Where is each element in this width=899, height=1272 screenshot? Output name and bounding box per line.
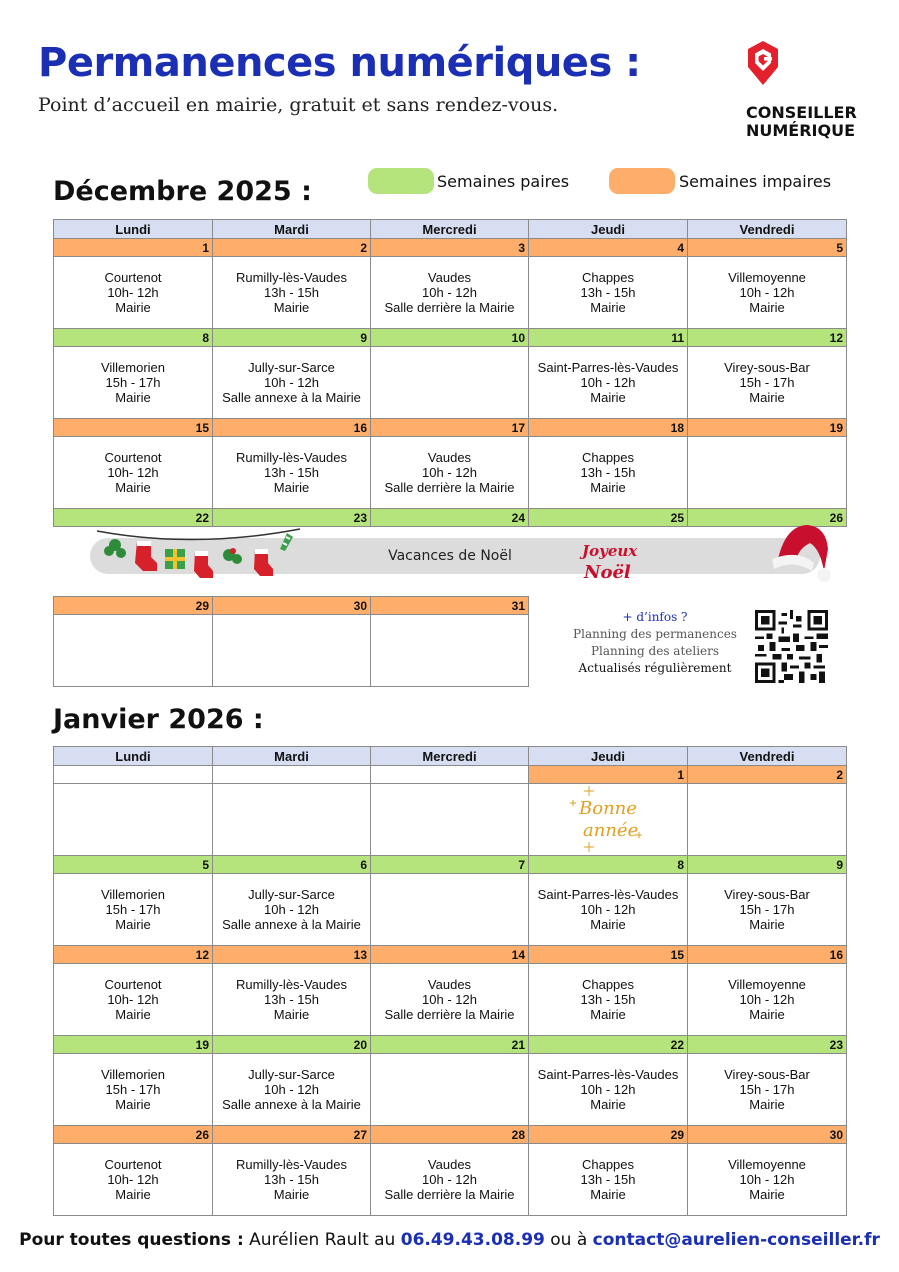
commune-name: Villemorien bbox=[100, 360, 166, 375]
day-number: 20 bbox=[213, 1036, 371, 1054]
info-updated: Actualisés régulièrement bbox=[578, 661, 732, 675]
commune-name: Villemoyenne bbox=[728, 270, 806, 285]
week-body-row bbox=[54, 784, 847, 856]
commune-name: Courtenot bbox=[104, 1157, 162, 1172]
commune-name: Vaudes bbox=[427, 270, 472, 285]
week-body-row bbox=[54, 437, 847, 509]
location: Mairie bbox=[115, 917, 151, 932]
time-slot: 10h- 12h bbox=[107, 285, 159, 300]
commune-name: Rumilly-lès-Vaudes bbox=[235, 270, 347, 285]
week-numbers-row bbox=[54, 419, 847, 437]
time-slot: 15h - 17h bbox=[105, 375, 161, 390]
day-cell bbox=[54, 1054, 213, 1126]
day-cell bbox=[688, 1054, 847, 1126]
day-cell bbox=[371, 1054, 529, 1126]
week-body-row bbox=[54, 257, 847, 329]
day-number: 26 bbox=[54, 1126, 213, 1144]
day-cell bbox=[529, 437, 688, 509]
day-cell bbox=[688, 874, 847, 946]
january-calendar bbox=[53, 746, 847, 1216]
day-cell bbox=[529, 1054, 688, 1126]
day-cell bbox=[688, 437, 847, 509]
january-week-5 bbox=[54, 1126, 847, 1216]
day-number: 22 bbox=[529, 1036, 688, 1054]
footer-middle: Aurélien Rault au bbox=[243, 1230, 401, 1250]
weekday-mercredi: Mercredi bbox=[371, 220, 529, 239]
january-week-1 bbox=[54, 766, 847, 856]
time-slot: 10h- 12h bbox=[107, 1172, 159, 1187]
day-cell bbox=[371, 874, 529, 946]
week-numbers-row bbox=[54, 1036, 847, 1054]
footer-connector: ou à bbox=[544, 1230, 593, 1250]
day-cell bbox=[371, 347, 529, 419]
time-slot: 10h - 12h bbox=[422, 1172, 477, 1187]
day-cell bbox=[371, 1144, 529, 1216]
info-planning-ateliers[interactable]: Planning des ateliers bbox=[590, 644, 720, 658]
day-cell bbox=[54, 784, 213, 856]
day-cell bbox=[371, 437, 529, 509]
location: Mairie bbox=[749, 917, 785, 932]
day-number: 29 bbox=[529, 1126, 688, 1144]
location: Mairie bbox=[590, 1187, 626, 1202]
time-slot: 13h - 15h bbox=[264, 285, 319, 300]
day-cell bbox=[213, 1054, 371, 1126]
time-slot: 10h- 12h bbox=[107, 465, 159, 480]
day-cell bbox=[213, 257, 371, 329]
time-slot: 10h- 12h bbox=[107, 992, 159, 1007]
day-number bbox=[54, 766, 213, 784]
location: Mairie bbox=[115, 1187, 151, 1202]
day-number: 1 bbox=[529, 766, 688, 784]
day-cell bbox=[529, 874, 688, 946]
commune-name: Saint-Parres-lès-Vaudes bbox=[537, 360, 679, 375]
commune-name: Villemorien bbox=[100, 887, 166, 902]
location: Salle annexe à la Mairie bbox=[222, 1097, 361, 1112]
time-slot: 10h - 12h bbox=[580, 375, 636, 390]
day-number: 30 bbox=[688, 1126, 847, 1144]
time-slot: 15h - 17h bbox=[739, 1082, 795, 1097]
december-week-2 bbox=[54, 329, 847, 419]
joyeux-noel-word-1: Joyeux bbox=[582, 542, 638, 560]
week-numbers-row bbox=[54, 856, 847, 874]
info-more: + d’infos ? bbox=[622, 610, 688, 624]
time-slot: 10h - 12h bbox=[739, 992, 795, 1007]
location: Salle derrière la Mairie bbox=[384, 1007, 515, 1022]
day-cell bbox=[54, 615, 213, 687]
week-body-row bbox=[54, 347, 847, 419]
commune-name: Villemoyenne bbox=[728, 1157, 806, 1172]
week-numbers-row bbox=[54, 946, 847, 964]
day-number: 19 bbox=[54, 1036, 213, 1054]
location: Salle derrière la Mairie bbox=[384, 480, 515, 495]
day-number: 13 bbox=[213, 946, 371, 964]
day-number: 12 bbox=[688, 329, 847, 347]
holiday-label: Vacances de Noël bbox=[388, 548, 512, 564]
day-number: 6 bbox=[213, 856, 371, 874]
day-number: 9 bbox=[688, 856, 847, 874]
day-number: 5 bbox=[54, 856, 213, 874]
time-slot: 10h - 12h bbox=[264, 1082, 319, 1097]
day-cell bbox=[529, 257, 688, 329]
day-cell bbox=[54, 1144, 213, 1216]
commune-name: Jully-sur-Sarce bbox=[248, 1067, 335, 1082]
location: Mairie bbox=[115, 1007, 151, 1022]
commune-name: Villemorien bbox=[100, 1067, 166, 1082]
location: Mairie bbox=[273, 1007, 310, 1022]
day-number: 10 bbox=[371, 329, 529, 347]
weekday-vendredi: Vendredi bbox=[688, 220, 847, 239]
bonne-annee-word-1: Bonne bbox=[579, 798, 637, 819]
day-cell bbox=[213, 1144, 371, 1216]
week-body-row bbox=[54, 874, 847, 946]
garland-icon bbox=[95, 523, 305, 583]
day-number: 26 bbox=[688, 509, 847, 527]
commune-name: Chappes bbox=[581, 450, 635, 465]
day-number: 31 bbox=[371, 597, 529, 615]
day-cell bbox=[529, 1144, 688, 1216]
day-cell bbox=[371, 257, 529, 329]
day-number: 1 bbox=[54, 239, 213, 257]
day-number: 7 bbox=[371, 856, 529, 874]
day-cell bbox=[54, 257, 213, 329]
day-number: 12 bbox=[54, 946, 213, 964]
day-cell bbox=[688, 964, 847, 1036]
commune-name: Courtenot bbox=[104, 450, 162, 465]
january-week-3 bbox=[54, 946, 847, 1036]
location: Mairie bbox=[115, 300, 151, 315]
day-number bbox=[213, 766, 371, 784]
january-title: Janvier 2026 : bbox=[53, 704, 264, 735]
footer-phone[interactable]: 06.49.43.08.99 bbox=[400, 1230, 545, 1250]
week-body-row bbox=[54, 1144, 847, 1216]
day-cell bbox=[54, 347, 213, 419]
day-cell bbox=[213, 615, 371, 687]
commune-name: Villemoyenne bbox=[728, 977, 806, 992]
day-number: 28 bbox=[371, 1126, 529, 1144]
day-number: 8 bbox=[529, 856, 688, 874]
time-slot: 13h - 15h bbox=[580, 465, 636, 480]
location: Mairie bbox=[115, 1097, 151, 1112]
day-number: 14 bbox=[371, 946, 529, 964]
commune-name: Chappes bbox=[581, 977, 635, 992]
day-cell bbox=[213, 964, 371, 1036]
time-slot: 10h - 12h bbox=[422, 465, 477, 480]
week-numbers-row bbox=[54, 1126, 847, 1144]
commune-name: Saint-Parres-lès-Vaudes bbox=[537, 1067, 679, 1082]
day-cell bbox=[688, 784, 847, 856]
time-slot: 10h - 12h bbox=[422, 992, 477, 1007]
day-number: 19 bbox=[688, 419, 847, 437]
location: Mairie bbox=[749, 1097, 785, 1112]
day-number: 29 bbox=[54, 597, 213, 615]
day-number bbox=[371, 766, 529, 784]
weekday-lundi: Lundi bbox=[54, 220, 213, 239]
week-numbers-row bbox=[54, 766, 847, 784]
location: Mairie bbox=[115, 390, 151, 405]
week-numbers-row bbox=[54, 239, 847, 257]
legend-even-swatch bbox=[368, 168, 434, 194]
day-number: 27 bbox=[213, 1126, 371, 1144]
day-number: 24 bbox=[371, 509, 529, 527]
december-week-1 bbox=[54, 239, 847, 329]
location: Mairie bbox=[749, 1007, 785, 1022]
day-cell bbox=[54, 874, 213, 946]
weekday-lundi: Lundi bbox=[54, 747, 213, 766]
location: Mairie bbox=[590, 1097, 626, 1112]
location: Mairie bbox=[273, 300, 310, 315]
weekday-mardi: Mardi bbox=[213, 220, 371, 239]
december-week-3 bbox=[54, 419, 847, 509]
weekday-jeudi: Jeudi bbox=[529, 220, 688, 239]
location: Mairie bbox=[273, 1187, 310, 1202]
day-cell bbox=[529, 964, 688, 1036]
january-week-4 bbox=[54, 1036, 847, 1126]
commune-name: Virey-sous-Bar bbox=[724, 887, 810, 902]
day-number: 16 bbox=[213, 419, 371, 437]
day-cell bbox=[213, 874, 371, 946]
commune-name: Rumilly-lès-Vaudes bbox=[235, 1157, 347, 1172]
day-cell bbox=[529, 347, 688, 419]
time-slot: 10h - 12h bbox=[739, 1172, 795, 1187]
day-cell bbox=[213, 437, 371, 509]
bonne-annee-word-2: année bbox=[583, 820, 639, 841]
commune-name: Vaudes bbox=[427, 977, 472, 992]
santa-hat-icon bbox=[768, 519, 834, 585]
location: Salle derrière la Mairie bbox=[384, 1187, 515, 1202]
commune-name: Virey-sous-Bar bbox=[724, 1067, 810, 1082]
footer bbox=[0, 1230, 899, 1250]
info-box bbox=[560, 609, 750, 677]
location: Mairie bbox=[590, 1007, 626, 1022]
commune-name: Jully-sur-Sarce bbox=[248, 887, 335, 902]
commune-name: Vaudes bbox=[427, 1157, 472, 1172]
day-number: 11 bbox=[529, 329, 688, 347]
day-cell bbox=[688, 257, 847, 329]
day-number: 16 bbox=[688, 946, 847, 964]
day-number: 2 bbox=[688, 766, 847, 784]
time-slot: 13h - 15h bbox=[264, 465, 319, 480]
time-slot: 10h - 12h bbox=[422, 285, 477, 300]
time-slot: 15h - 17h bbox=[739, 902, 795, 917]
commune-name: Jully-sur-Sarce bbox=[248, 360, 335, 375]
day-cell bbox=[371, 615, 529, 687]
day-cell bbox=[54, 964, 213, 1036]
january-week-2 bbox=[54, 856, 847, 946]
legend-odd-label: Semaines impaires bbox=[679, 172, 832, 191]
time-slot: 15h - 17h bbox=[105, 902, 161, 917]
day-number: 17 bbox=[371, 419, 529, 437]
location: Mairie bbox=[749, 390, 785, 405]
location: Mairie bbox=[115, 480, 151, 495]
location: Mairie bbox=[273, 480, 310, 495]
time-slot: 13h - 15h bbox=[580, 992, 636, 1007]
day-number: 23 bbox=[213, 509, 371, 527]
conseiller-numerique-logo-icon bbox=[746, 40, 780, 86]
time-slot: 10h - 12h bbox=[264, 375, 319, 390]
legend-odd-swatch bbox=[609, 168, 675, 194]
time-slot: 13h - 15h bbox=[264, 992, 319, 1007]
commune-name: Rumilly-lès-Vaudes bbox=[235, 977, 347, 992]
commune-name: Courtenot bbox=[104, 270, 162, 285]
commune-name: Virey-sous-Bar bbox=[724, 360, 810, 375]
location: Mairie bbox=[590, 917, 626, 932]
logo-line1: CONSEILLER bbox=[746, 103, 857, 122]
day-cell bbox=[213, 347, 371, 419]
day-number: 30 bbox=[213, 597, 371, 615]
commune-name: Saint-Parres-lès-Vaudes bbox=[537, 887, 679, 902]
day-number: 15 bbox=[529, 946, 688, 964]
page-subtitle: Point d’accueil en mairie, gratuit et sans rendez-vous. bbox=[38, 94, 559, 116]
page-title: Permanences numériques : bbox=[38, 40, 641, 86]
weekday-vendredi: Vendredi bbox=[688, 747, 847, 766]
location: Mairie bbox=[590, 390, 626, 405]
day-cell bbox=[371, 964, 529, 1036]
time-slot: 15h - 17h bbox=[739, 375, 795, 390]
location: Mairie bbox=[749, 300, 785, 315]
joyeux-noel-word-2: Noël bbox=[584, 562, 631, 583]
info-planning-permanences[interactable]: Planning des permanences bbox=[573, 627, 737, 641]
location: Salle annexe à la Mairie bbox=[222, 390, 361, 405]
bonne-annee bbox=[565, 786, 645, 852]
day-cell bbox=[213, 784, 371, 856]
commune-name: Rumilly-lès-Vaudes bbox=[235, 450, 347, 465]
day-number: 2 bbox=[213, 239, 371, 257]
day-number: 15 bbox=[54, 419, 213, 437]
day-number: 9 bbox=[213, 329, 371, 347]
day-cell bbox=[688, 1144, 847, 1216]
location: Mairie bbox=[590, 480, 626, 495]
commune-name: Vaudes bbox=[427, 450, 472, 465]
footer-email[interactable]: contact@aurelien-conseiller.fr bbox=[592, 1230, 880, 1250]
location: Mairie bbox=[590, 300, 626, 315]
time-slot: 10h - 12h bbox=[580, 1082, 636, 1097]
december-title: Décembre 2025 : bbox=[53, 176, 312, 207]
weekday-mercredi: Mercredi bbox=[371, 747, 529, 766]
day-number: 22 bbox=[54, 509, 213, 527]
day-number: 3 bbox=[371, 239, 529, 257]
qr-code-icon[interactable] bbox=[755, 610, 828, 683]
week-body-row bbox=[54, 1054, 847, 1126]
logo-line2: NUMÉRIQUE bbox=[746, 121, 856, 140]
commune-name: Chappes bbox=[581, 1157, 635, 1172]
legend-even-label: Semaines paires bbox=[437, 172, 570, 191]
day-cell bbox=[54, 437, 213, 509]
time-slot: 10h - 12h bbox=[264, 902, 319, 917]
time-slot: 10h - 12h bbox=[739, 285, 795, 300]
time-slot: 10h - 12h bbox=[580, 902, 636, 917]
day-number: 4 bbox=[529, 239, 688, 257]
week-numbers-row bbox=[54, 329, 847, 347]
weekday-jeudi: Jeudi bbox=[529, 747, 688, 766]
day-number: 23 bbox=[688, 1036, 847, 1054]
day-number: 5 bbox=[688, 239, 847, 257]
time-slot: 15h - 17h bbox=[105, 1082, 161, 1097]
week-body-row bbox=[54, 964, 847, 1036]
time-slot: 13h - 15h bbox=[264, 1172, 319, 1187]
conseiller-numerique-logo bbox=[740, 40, 870, 144]
location: Mairie bbox=[749, 1187, 785, 1202]
joyeux-noel bbox=[578, 536, 640, 584]
commune-name: Chappes bbox=[581, 270, 635, 285]
day-cell bbox=[371, 784, 529, 856]
time-slot: 13h - 15h bbox=[580, 285, 636, 300]
location: Salle derrière la Mairie bbox=[384, 300, 515, 315]
day-number: 8 bbox=[54, 329, 213, 347]
footer-prefix: Pour toutes questions : bbox=[19, 1230, 244, 1250]
commune-name: Courtenot bbox=[104, 977, 162, 992]
day-number: 18 bbox=[529, 419, 688, 437]
day-cell bbox=[688, 347, 847, 419]
location: Salle annexe à la Mairie bbox=[222, 917, 361, 932]
weekday-mardi: Mardi bbox=[213, 747, 371, 766]
day-number: 25 bbox=[529, 509, 688, 527]
day-number: 21 bbox=[371, 1036, 529, 1054]
time-slot: 13h - 15h bbox=[580, 1172, 636, 1187]
